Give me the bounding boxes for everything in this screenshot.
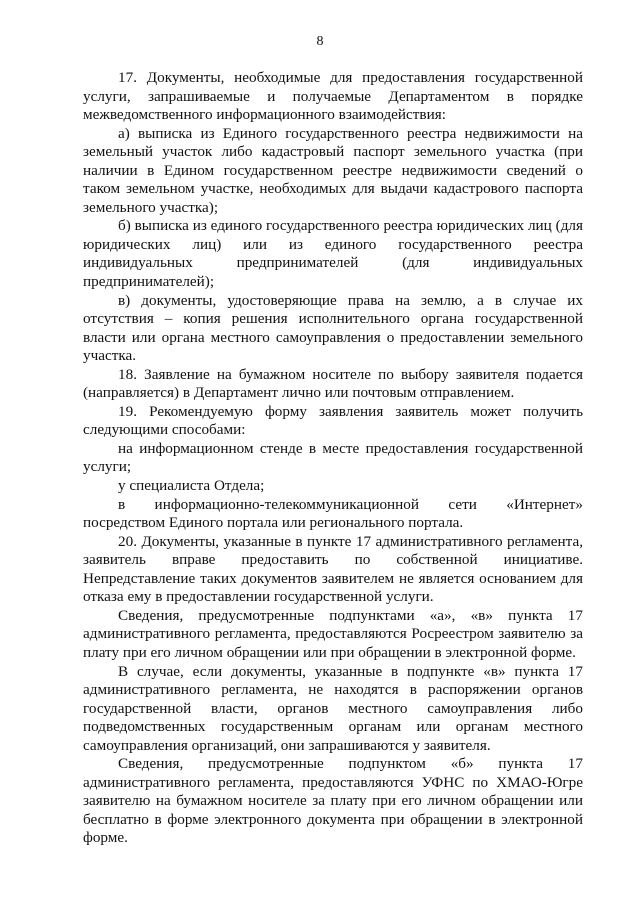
page-number: 8 [316,34,324,49]
paragraph-19-option-internet: в информационно-телекоммуникационной сети «Интернет» посредством Единого портала или регионального портала. [83,495,583,532]
paragraph-17-intro: 17. Документы, необходимые для предоставления государственной услуги, запрашиваемые и получаемые Департаментом в порядке межведомственного информационного взаимодействия: [83,69,583,124]
paragraph-17-a: а) выписка из Единого государственного реестра недвижимости на земельный участок либо кадастровый паспорт земельного участка (при наличии в Едином государственном реестре недвижимости сведений о таком земельном участке, необходимых для выдачи кадастрового паспорта земельного участка); [83,124,583,216]
paragraph-19-option-stand: на информационном стенде в месте предоставления государственной услуги; [83,439,583,476]
paragraph-19: 19. Рекомендуемую форму заявления заявитель может получить следующими способами: [83,402,583,439]
paragraph-18: 18. Заявление на бумажном носителе по выбору заявителя подается (направляется) в Департамент лично или почтовым отправлением. [83,365,583,402]
paragraph-20-applicant: В случае, если документы, указанные в подпункте «в» пункта 17 административного регламента, не находятся в распоряжении органов государственной власти, органов местного самоуправления либо подведомственных государственным органам или органам местного самоуправления организаций, они запрашиваются у заявителя. [83,662,583,754]
paragraph-20-ufns: Сведения, предусмотренные подпунктом «б» пункта 17 административного регламента, предоставляются УФНС по ХМАО-Югре заявителю на бумажном носителе за плату при его личном обращении или бесплатно в форме электронного документа при обращении в электронной форме. [83,755,583,847]
paragraph-17-v: в) документы, удостоверяющие права на землю, а в случае их отсутствия – копия решения исполнительного органа государственной власти или органа местного самоуправления о предоставлении земельного участка. [83,291,583,365]
paragraph-17-b: б) выписка из единого государственного реестра юридических лиц (для юридических лиц) или из единого государственного реестра индивидуальных предпринимателей (для индивидуальных предпринимателей); [83,217,583,291]
paragraph-20: 20. Документы, указанные в пункте 17 административного регламента, заявитель вправе предоставить по собственной инициативе. Непредставление таких документов заявителем не является основанием для отказа ему в предоставлении государственной услуги. [83,532,583,606]
document-body [83,69,583,848]
paragraph-19-option-specialist: у специалиста Отдела; [118,477,265,495]
paragraph-20-rosreestr: Сведения, предусмотренные подпунктами «а», «в» пункта 17 административного регламента, предоставляются Росреестром заявителю за плату при его личном обращении или при обращении в электронной форме. [83,606,583,661]
